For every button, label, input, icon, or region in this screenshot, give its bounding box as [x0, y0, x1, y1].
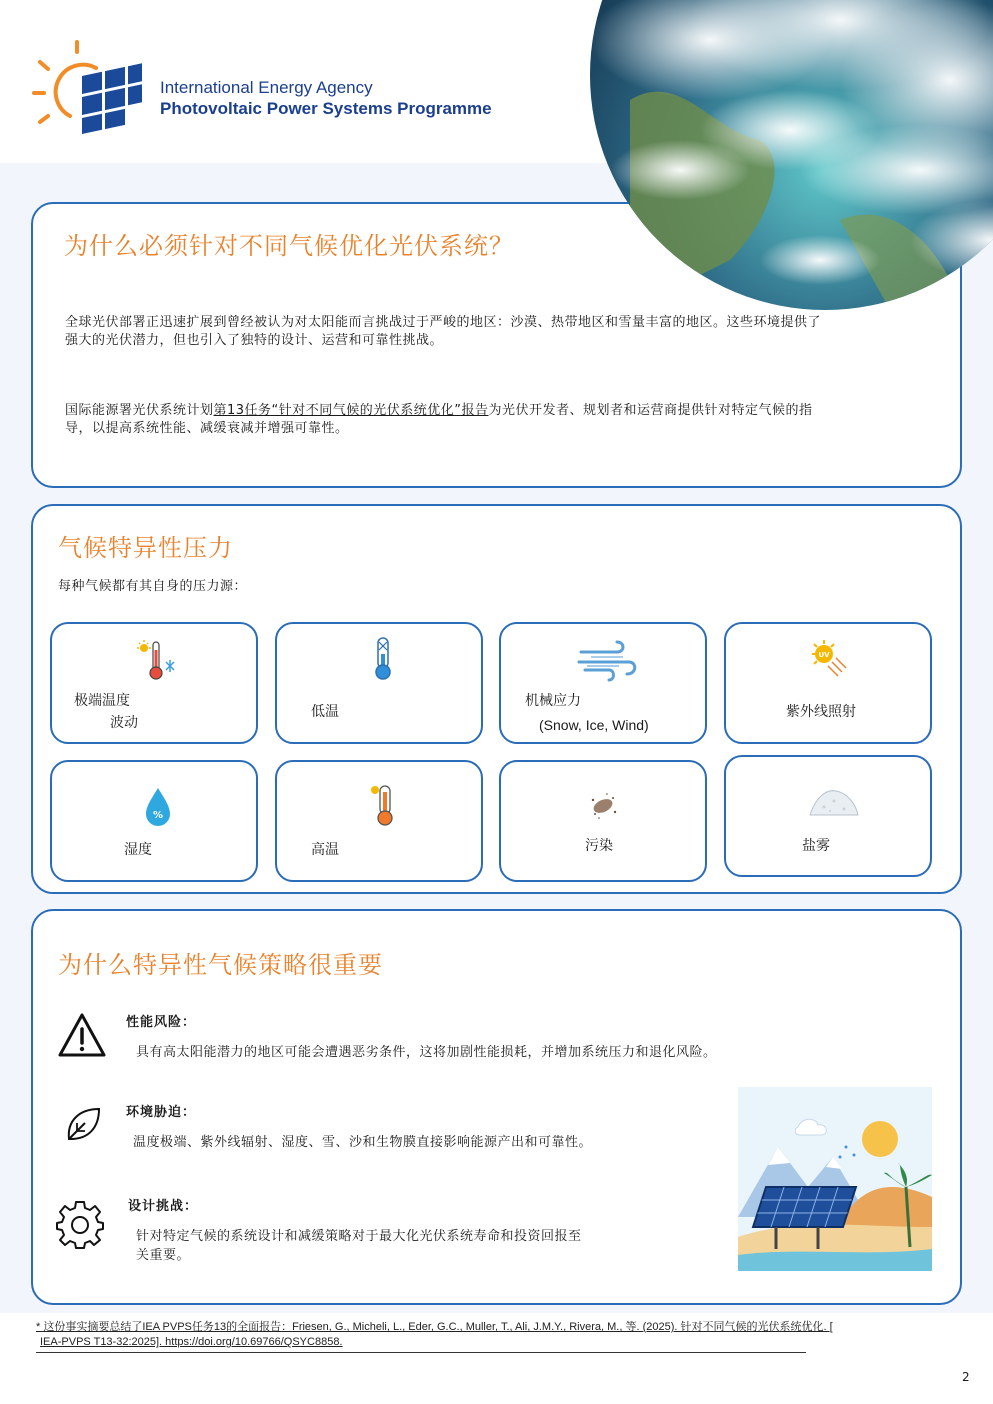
org-line2: Photovoltaic Power Systems Programme [160, 99, 492, 118]
section1-para2: 国际能源署光伏系统计划第13任务“针对不同气候的光伏系统优化”报告为光伏开发者、规划者和运营商提供针对特定气候的指 导，以提高系统性能、减缓衰减并增强可靠性。 [65, 403, 813, 436]
page-number: 2 [962, 1370, 970, 1384]
solar-panel-illustration [738, 1087, 932, 1271]
item-text: 温度极端、紫外线辐射、湿度、雪、沙和生物膜直接影响能源产出和可靠性。 [133, 1135, 593, 1150]
humidity-drop-icon [138, 784, 178, 828]
svg-text:UV: UV [818, 651, 830, 659]
footnote-line1[interactable]: * 这份事实摘要总结了IEA PVPS任务13的全面报告：Friesen, G., Micheli, L., Eder, G.C., Muller, T., Ali, J.M.Y., Rivera, M., 等. (2025). 针对不同气候的光伏系统优化. [ [36, 1321, 833, 1333]
report-link[interactable]: 第13任务“针对不同气候的光伏系统优化”报告 [213, 403, 489, 418]
tile-label: 高温 [311, 842, 339, 858]
leaf-icon [63, 1103, 105, 1145]
uv-sun-icon [808, 638, 848, 682]
iea-pvps-logo [30, 38, 145, 138]
tile-label: 盐雾 [802, 838, 830, 854]
svg-text:%: % [152, 810, 164, 821]
tile-salt-mist [724, 755, 932, 877]
tile-extreme-temperature [50, 622, 258, 744]
tile-sublabel: 波动 [110, 715, 138, 731]
section2-title: 气候特异性压力 [58, 534, 233, 562]
tile-label: 机械应力 [525, 693, 581, 709]
section1-title: 为什么必须针对不同气候优化光伏系统？ [64, 232, 514, 260]
tile-sublabel: (Snow, Ice, Wind) [539, 717, 649, 733]
thermometer-hot-icon [365, 782, 405, 826]
org-line1: International Energy Agency [160, 78, 373, 97]
thermometer-sun-snow-icon [136, 638, 176, 682]
footnote-line2[interactable]: IEA-PVPS T13-32:2025]. https://doi.org/10.69766/QSYC8858. [40, 1336, 343, 1348]
tile-high-temperature [275, 760, 483, 882]
org-name [160, 78, 492, 120]
footnote-rule [36, 1352, 806, 1353]
tile-uv-exposure [724, 622, 932, 744]
tile-label: 低温 [311, 704, 339, 720]
gear-icon [55, 1199, 105, 1249]
item-text: 具有高太阳能潜力的地区可能会遭遇恶劣条件，这将加剧性能损耗，并增加系统压力和退化风险。 [136, 1045, 717, 1060]
tile-label: 极端温度 [74, 693, 130, 709]
tile-humidity [50, 760, 258, 882]
item-heading: 设计挑战： [128, 1199, 199, 1214]
item-heading: 环境胁迫： [126, 1105, 197, 1120]
section2-intro: 每种气候都有其自身的压力源： [58, 579, 248, 594]
tile-mechanical-stress [499, 622, 707, 744]
thermometer-cold-icon [363, 636, 403, 680]
tile-label: 紫外线照射 [786, 704, 856, 720]
tile-label: 湿度 [124, 842, 152, 858]
tile-low-temperature [275, 622, 483, 744]
warning-icon [57, 1011, 107, 1061]
wind-icon [577, 638, 639, 682]
item-heading: 性能风险： [126, 1015, 197, 1030]
salt-pile-icon [806, 779, 862, 823]
tile-label: 污染 [585, 838, 613, 854]
dust-icon [583, 784, 623, 828]
section3-title: 为什么特异性气候策略很重要 [58, 951, 383, 979]
item-text: 针对特定气候的系统设计和减缓策略对于最大化光伏系统寿命和投资回报至 关重要。 [136, 1229, 582, 1263]
section-why-strategies [31, 909, 962, 1305]
section1-para1: 全球光伏部署正迅速扩展到曾经被认为对太阳能而言挑战过于严峻的地区：沙漠、热带地区和雪量丰富的地区。这些环境提供了 强大的光伏潜力，但也引入了独特的设计、运营和可靠性挑战。 [65, 315, 822, 348]
tile-pollution [499, 760, 707, 882]
footnote [36, 1320, 833, 1350]
